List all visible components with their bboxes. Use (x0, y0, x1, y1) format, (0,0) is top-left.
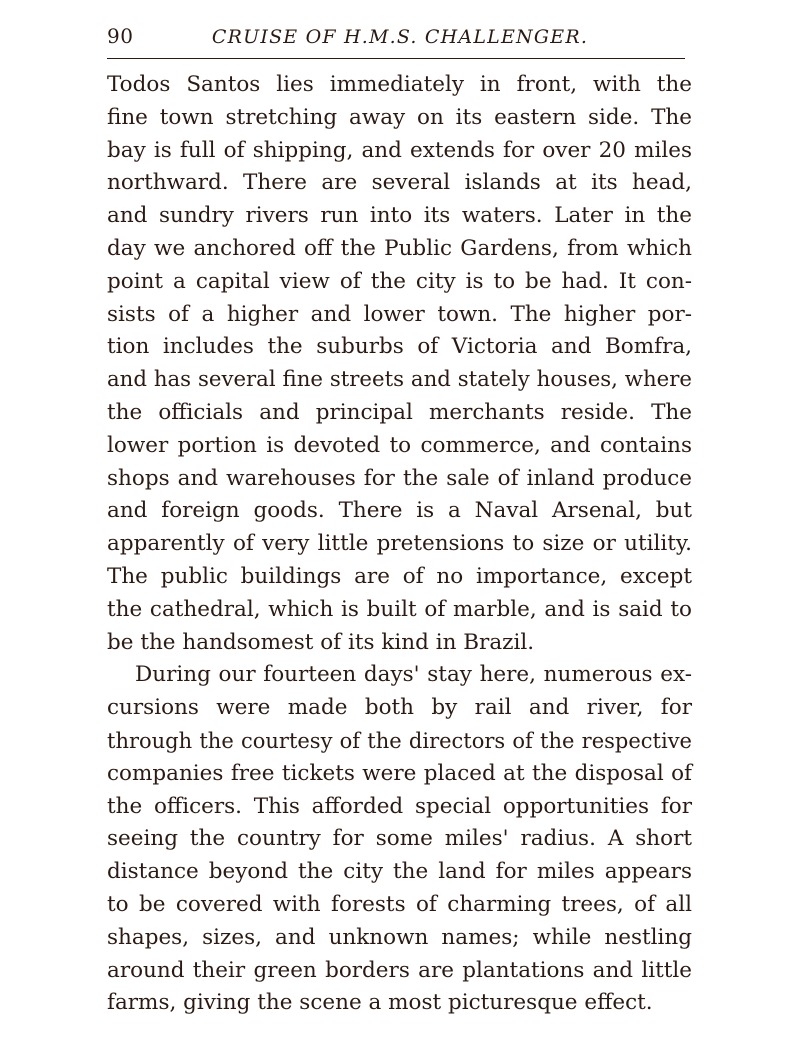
header-rule (107, 58, 685, 59)
text-line: seeing the country for some miles' radius. A short (107, 826, 692, 852)
text-line: cursions were made both by rail and river, for (107, 695, 692, 721)
text-line: and foreign goods. There is a Naval Arsenal, but (107, 498, 692, 524)
paragraph-1 (107, 69, 692, 659)
text-line: around their green borders are plantations and little (107, 957, 692, 983)
text-line: the officials and principal merchants reside. The (107, 399, 692, 425)
text-line: be the handsomest of its kind in Brazil. (107, 629, 535, 655)
text-line: distance beyond the city the land for miles appears (107, 859, 692, 885)
page-header (107, 20, 693, 54)
paragraph-2 (107, 659, 692, 1020)
text-line: shops and warehouses for the sale of inland produce (107, 465, 692, 491)
text-line: companies free tickets were placed at the disposal of (107, 760, 692, 786)
text-line: tion includes the suburbs of Victoria and Bomfra, (107, 334, 692, 360)
text-line: During our fourteen days' stay here, numerous ex- (135, 662, 692, 688)
text-line: to be covered with forests of charming trees, of all (107, 891, 692, 917)
text-line: apparently of very little pretensions to size or utility. (107, 531, 692, 557)
text-line: fine town stretching away on its eastern side. The (107, 104, 692, 130)
text-line: lower portion is devoted to commerce, and contains (107, 432, 692, 458)
page-number: 90 (107, 24, 134, 48)
text-line: and has several fine streets and stately houses, where (107, 367, 692, 393)
text-line: day we anchored off the Public Gardens, from which (107, 235, 692, 261)
text-line: northward. There are several islands at its head, (107, 170, 692, 196)
text-line: The public buildings are of no importance, except (107, 563, 692, 589)
text-line: shapes, sizes, and unknown names; while nestling (107, 924, 692, 950)
text-line: point a capital view of the city is to be had. It con- (107, 268, 692, 294)
running-title: CRUISE OF H.M.S. CHALLENGER. (211, 26, 589, 48)
text-line: and sundry rivers run into its waters. Later in the (107, 203, 692, 229)
text-line: farms, giving the scene a most picturesque effect. (107, 990, 653, 1016)
text-line: through the courtesy of the directors of the respective (107, 728, 692, 753)
text-line: bay is full of shipping, and extends for over 20 miles (107, 137, 692, 163)
text-line: the officers. This afforded special opportunities for (107, 793, 692, 819)
body-text (107, 69, 692, 1020)
text-line: Todos Santos lies immediately in front, with the (107, 72, 692, 97)
text-line: sists of a higher and lower town. The higher por- (107, 301, 692, 327)
text-line: the cathedral, which is built of marble, and is said to (107, 596, 692, 622)
